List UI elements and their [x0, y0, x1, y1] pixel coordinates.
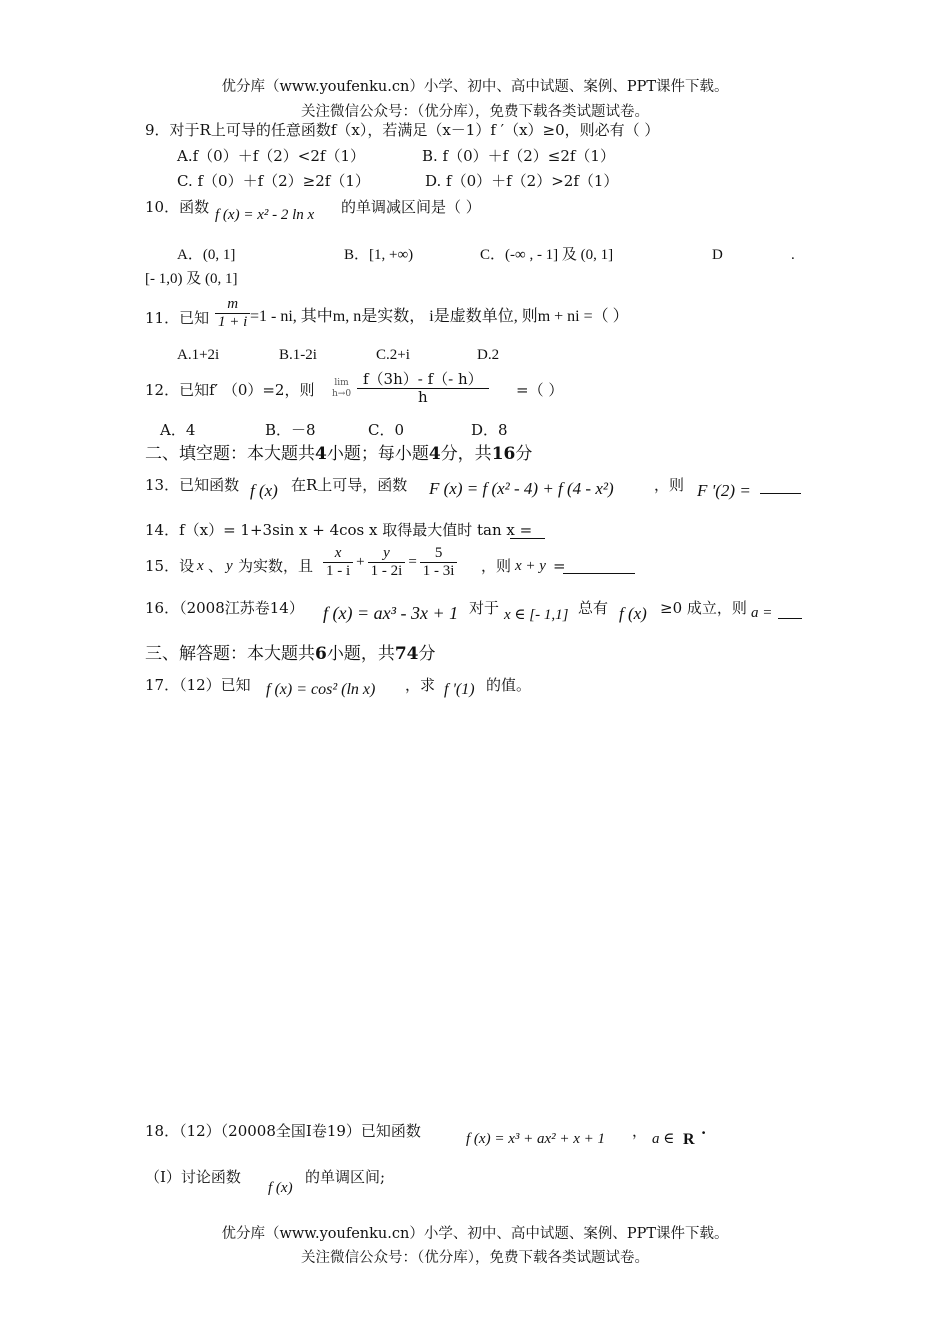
q12-option-b: B．－8 — [265, 421, 316, 439]
q18-part1-f: f (x) — [268, 1180, 293, 1196]
q15-sep: 、 — [208, 557, 224, 575]
q12-frac-den: h — [417, 388, 428, 407]
q12-lim-word: lim — [334, 378, 349, 388]
q16-text-b: 对于 — [469, 599, 500, 617]
q10-number: 10．函数 — [145, 198, 210, 216]
q15-f2-num: y — [368, 545, 406, 563]
sec3-text-b: 小题，共 — [326, 644, 395, 664]
q18-dot: . — [701, 1120, 707, 1138]
header-line-1: 优分库（www.youfenku.cn）小学、初中、高中试题、案例、PPT课件下载。 — [221, 79, 729, 95]
sec3-text-c: 分 — [418, 644, 436, 664]
sec2-text-c: 分，共 — [440, 444, 492, 464]
q9-option-d: D. f（0）＋f（2）>2f（1） — [425, 172, 619, 190]
q13-F-prime: F '(2) = — [697, 481, 751, 500]
q13-text-c: ，则 — [654, 476, 685, 494]
q15-f2-den: 1 - 2i — [370, 563, 403, 580]
q10-option-d-dot: . — [791, 247, 795, 263]
q17-text-a: 17．（12）已知 — [145, 676, 251, 694]
q16-f-of-x: f (x) — [619, 604, 647, 623]
q13-F-def: F (x) = f (x² - 4) + f (4 - x²) — [429, 479, 614, 498]
sec2-text-a: 二、填空题：本大题共 — [145, 444, 315, 464]
q10-option-c: C．(-∞ , - 1] 及 (0, 1] — [480, 247, 614, 263]
section-3-title — [145, 644, 436, 664]
q9-option-c: C. f（0）＋f（2）≥2f（1） — [177, 172, 370, 190]
q18-real-set: R — [683, 1131, 695, 1148]
sec2-total: 16 — [491, 444, 516, 464]
q17-text-b: ，求 — [405, 676, 436, 694]
q13-answer-blank — [760, 493, 801, 494]
q12-number: 12．已知f′ （0）=2，则 — [145, 381, 315, 399]
q11-fraction — [212, 296, 253, 332]
q16-condition: x ∈ [- 1,1] — [504, 607, 569, 623]
q10-tail: 的单调减区间是（ ） — [341, 198, 481, 216]
q15-eq-sign: = — [553, 557, 566, 575]
q15-y: y — [226, 558, 233, 574]
q16-text-c: 总有 — [578, 599, 609, 617]
sec3-total: 74 — [394, 644, 419, 664]
q11-option-b: B.1-2i — [279, 347, 317, 363]
q10-formula: f (x) = x² - 2 ln x — [215, 207, 315, 223]
q11-option-d: D.2 — [477, 347, 500, 363]
q11-frac-num: m — [215, 296, 250, 314]
q15-answer-blank — [563, 573, 635, 574]
q16-text-d: ≥0 成立，则 — [660, 599, 747, 617]
q9-option-b: B. f（0）＋f（2）≤2f（1） — [422, 147, 615, 165]
footer-line-2: 关注微信公众号：（优分库），免费下载各类试题试卷。 — [301, 1250, 649, 1266]
q12-option-d: D．8 — [471, 421, 508, 439]
q10-option-a: A．(0, 1] — [177, 247, 236, 263]
q12-tail: =（ ） — [516, 381, 564, 399]
q18-function: f (x) = x³ + ax² + x + 1 — [466, 1131, 606, 1147]
q15-plus: + — [356, 554, 365, 571]
sec2-count: 4 — [315, 444, 327, 464]
section-2-title — [145, 444, 532, 464]
q15-equation — [320, 545, 460, 581]
q12-fraction — [357, 371, 489, 407]
q18-part1-a: （Ⅰ）讨论函数 — [145, 1168, 241, 1186]
q11-option-c: C.2+i — [376, 347, 410, 363]
q10-option-b: B．[1, +∞) — [344, 247, 414, 263]
q12-frac-num: f（3h）- f（- h） — [357, 371, 489, 389]
q18-comma: ， — [632, 1122, 648, 1140]
q16-answer-blank — [778, 618, 802, 619]
sec2-text-b: 小题；每小题 — [326, 444, 429, 464]
q18-a-in: a ∈ — [652, 1131, 675, 1147]
q14-answer-blank — [510, 538, 545, 539]
q18-part1-b: 的单调区间; — [305, 1168, 386, 1186]
q15-f1-den: 1 - i — [326, 563, 351, 580]
q11-option-a: A.1+2i — [177, 347, 220, 363]
header-line-2: 关注微信公众号：（优分库），免费下载各类试题试卷。 — [301, 104, 649, 120]
q10-option-d-value: [- 1,0) 及 (0, 1] — [145, 271, 238, 287]
q9-stem: 9．对于R上可导的任意函数f（x），若满足（x－1）f ′（x）≥0，则必有（ ） — [145, 121, 660, 139]
q13-text-b: 在R上可导，函数 — [291, 476, 408, 494]
q15-text-c: ，则 — [481, 557, 512, 575]
sec2-text-d: 分 — [515, 444, 533, 464]
q11-frac-den: 1 + i — [218, 314, 248, 331]
q17-text-c: 的值。 — [486, 676, 532, 694]
q14-text: 14．f（x）= 1+3sin x + 4cos x 取得最大值时 tan x = — [145, 521, 533, 539]
q15-f3-den: 1 - 3i — [422, 563, 455, 580]
q15-eq: = — [408, 554, 417, 571]
q12-option-c: C．0 — [368, 421, 405, 439]
q18-text-a: 18．（12）（20008全国Ⅰ卷19）已知函数 — [145, 1122, 421, 1140]
q9-option-a: A.f（0）＋f（2）<2f（1） — [177, 147, 365, 165]
q12-option-a: A．4 — [160, 421, 196, 439]
q15-text-a: 15．设 — [145, 557, 195, 575]
q10-option-d-label: D — [712, 247, 723, 263]
sec3-count: 6 — [315, 644, 327, 664]
footer-line-1: 优分库（www.youfenku.cn）小学、初中、高中试题、案例、PPT课件下载。 — [221, 1226, 729, 1242]
q11-number: 11．已知 — [145, 309, 210, 327]
q12-limit — [332, 378, 351, 400]
q12-lim-sub: h→0 — [332, 388, 352, 399]
q15-x: x — [197, 558, 204, 574]
q16-a-eq: a = — [751, 605, 773, 621]
q15-xy: x + y — [515, 558, 546, 574]
q15-text-b: 为实数，且 — [238, 557, 314, 575]
q17-function: f (x) = cos² (ln x) — [266, 681, 376, 698]
q15-f3-num: 5 — [420, 545, 458, 563]
sec2-points-each: 4 — [428, 444, 441, 464]
q15-f1-num: x — [323, 545, 353, 563]
q13-f-of-x: f (x) — [250, 481, 278, 500]
q13-text-a: 13．已知函数 — [145, 476, 240, 494]
q11-rest: =1 - ni, 其中m, n是实数， i是虚数单位, 则m + ni =（ ） — [250, 308, 629, 325]
q16-function: f (x) = ax³ - 3x + 1 — [323, 603, 459, 623]
q16-text-a: 16．（2008江苏卷14） — [145, 599, 304, 617]
q17-f-prime: f '(1) — [444, 681, 475, 698]
sec3-text-a: 三、解答题：本大题共 — [145, 644, 315, 664]
